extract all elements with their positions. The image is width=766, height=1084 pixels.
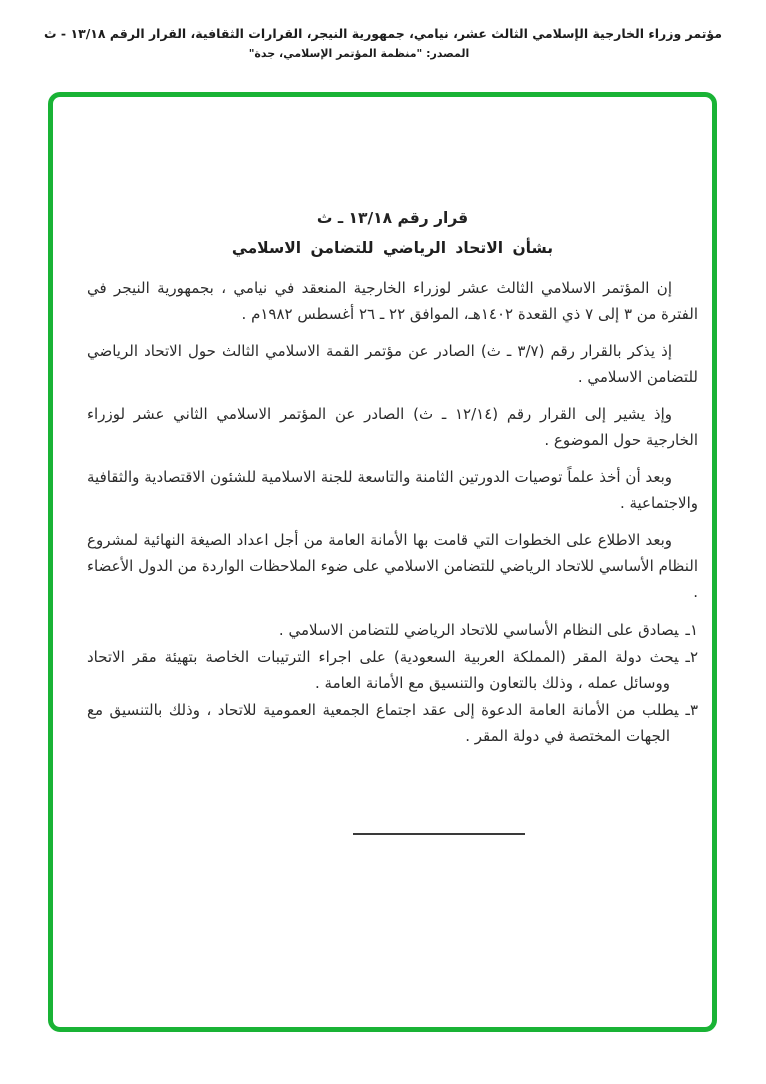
preamble-paragraph-1: إن المؤتمر الاسلامي الثالث عشر لوزراء الخارجية المنعقد في نيامي ، بجمهورية النيجر في الفترة من ٣ إلى ٧ ذي القعدة ١٤٠٢هـ، الموافق ٢٢ ـ ٢٦ أغسطس ١٩٨٢م . (87, 279, 698, 323)
resolution-item-2 (87, 644, 698, 696)
preamble-paragraph-3: وإذ يشير إلى القرار رقم (١٢/١٤ ـ ث) الصادر عن المؤتمر الاسلامي الثاني عشر لوزراء الخارجية حول الموضوع . (87, 405, 698, 449)
resolution-item-3 (87, 697, 698, 749)
document-body (87, 205, 698, 750)
resolution-number: قرار رقم ١٣/١٨ ـ ث (316, 209, 469, 227)
item-3-text: يطلب من الأمانة العامة الدعوة إلى عقد اجتماع الجمعية العمومية للاتحاد ، وذلك بالتنسيق مع الجهات المختصة في دولة المقر . (87, 701, 679, 745)
resolution-subject: بشأن الاتحاد الرياضي للتضامن الاسلامي (231, 239, 554, 257)
document-title (87, 205, 698, 261)
resolution-items (87, 617, 698, 749)
preamble-paragraph-5: وبعد الاطلاع على الخطوات التي قامت بها الأمانة العامة من أجل اعداد الصيغة النهائية لمشروع النظام الأساسي للاتحاد الرياضي للتضامن الاسلامي على ضوء الملاحظات الواردة من الدول الأعضاء . (87, 531, 698, 601)
citation-source-line: المصدر: "منظمة المؤتمر الإسلامي، جدة" (248, 47, 470, 60)
item-3-number: ٣ـ (685, 701, 698, 719)
citation-line-1: مؤتمر وزراء الخارجية الإسلامي الثالث عشر، نيامي، جمهورية النيجر، القرارات الثقافية، القرار الرقم ١٣/١٨ - ث (43, 26, 722, 41)
resolution-item-1 (87, 617, 698, 643)
preamble-paragraph-4: وبعد أن أخذ علماً توصيات الدورتين الثامنة والتاسعة للجنة الاسلامية للشئون الاقتصادية والثقافية والاجتماعية . (87, 468, 698, 512)
citation-header (0, 26, 766, 60)
item-2-number: ٢ـ (685, 648, 698, 666)
signature-rule (353, 833, 525, 835)
item-2-text: يحث دولة المقر (المملكة العربية السعودية) على اجراء الترتيبات الخاصة بتهيئة مقر الاتحاد ووسائل عمله ، وذلك بالتعاون والتنسيق مع الأمانة العامة . (87, 648, 679, 692)
item-1-text: يصادق على النظام الأساسي للاتحاد الرياضي للتضامن الاسلامي . (278, 621, 679, 639)
green-highlight-frame (48, 92, 717, 1032)
preamble-paragraph-2: إذ يذكر بالقرار رقم (٣/٧ ـ ث) الصادر عن مؤتمر القمة الاسلامي الثالث حول الاتحاد الرياضي للتضامن الاسلامي . (87, 342, 698, 386)
item-1-number: ١ـ (685, 621, 698, 639)
